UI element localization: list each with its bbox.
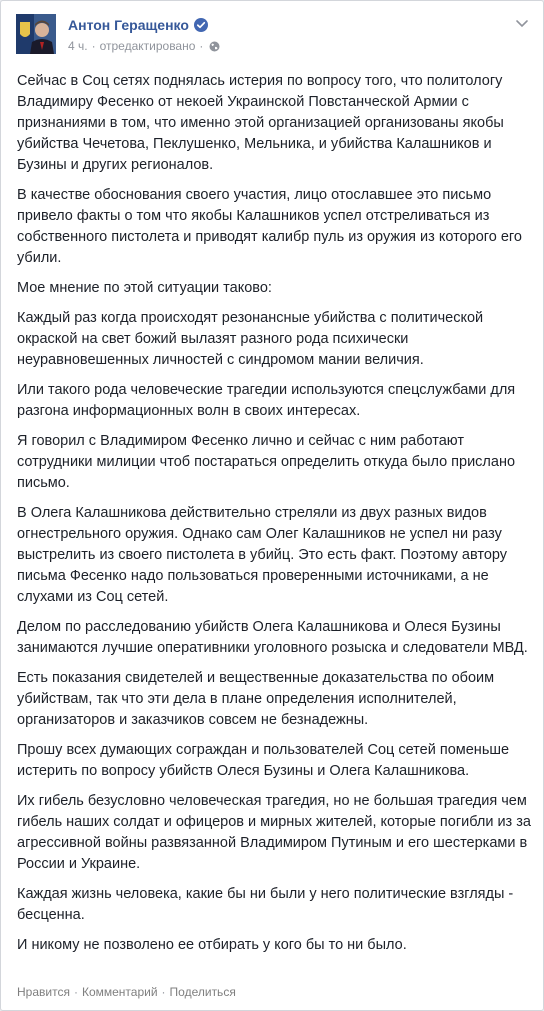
verified-badge-icon [194, 18, 208, 32]
avatar[interactable] [16, 14, 56, 54]
post-paragraph: В качестве обоснования своего участия, лицо отославшее это письмо привело факты о том что якобы Калашников успел отстреливаться из собственного пистолета и приводят калибр пуль из оружия из которого его убили. [17, 187, 522, 266]
post-paragraph: Каждый раз когда происходят резонансные убийства с политической окраской на свет божий вылазят разного рода психически неуравновешенных личностей с синдромом мании величия. [17, 310, 484, 368]
post-paragraph: Сейчас в Соц сетях поднялась истерия по вопросу того, что политологу Владимиру Фесенко от некоей Украинской Повстанческой Армии с признаниями в том, что именно этой организацией организованы якобы убийства Чечетова, Пеклушенко, Мельника, и убийства Калашников и Бузины и других регионалов. [17, 73, 504, 173]
author-name[interactable]: Антон Геращенко [68, 17, 189, 33]
like-button[interactable]: Нравится [17, 985, 70, 999]
action-separator: · [161, 985, 166, 999]
post-actions [17, 985, 236, 999]
post-paragraph: Есть показания свидетелей и вещественные доказательства по обоим убийствам, так что эти дела в плане определения исполнителей, организаторов и заказчиков совсем не безнадежны. [17, 670, 495, 728]
meta-separator: · [91, 39, 96, 53]
author-line [68, 15, 208, 35]
post-meta [68, 39, 220, 53]
post-header [1, 1, 543, 67]
share-button[interactable]: Поделиться [169, 985, 236, 999]
globe-icon[interactable] [209, 41, 220, 52]
post-paragraph: Их гибель безусловно человеческая трагедия, но не большая трагедия чем гибель наших солдат и офицеров и мирных жителей, которые погибли из за агрессивной войны развязанной Владимиром Путиным и его шестерками в России и Украине. [17, 793, 531, 872]
meta-separator: · [199, 39, 204, 53]
action-separator: · [73, 985, 78, 999]
post-paragraph: И никому не позволено ее отбирать у кого бы то ни было. [17, 937, 407, 953]
post-paragraph: Каждая жизнь человека, какие бы ни были у него политические взгляды - бесценна. [17, 886, 514, 923]
post-paragraph: Я говорил с Владимиром Фесенко лично и сейчас с ним работают сотрудники милиции чтоб постараться определить откуда было прислано письмо. [17, 433, 516, 491]
post-paragraph: В Олега Калашникова действительно стреляли из двух разных видов огнестрельного оружия. Однако сам Олег Калашников не успел ни разу выстрелить из своего пистолета в убийц. Это есть факт. Поэтому автору письма Фесенко надо пользоваться проверенными источниками, а не слухами из Соц сетей. [17, 505, 508, 605]
edited-label[interactable]: отредактировано [99, 39, 196, 53]
avatar-image [16, 14, 56, 54]
chevron-down-icon[interactable] [515, 15, 529, 25]
comment-button[interactable]: Комментарий [81, 985, 158, 999]
post-paragraph: Или такого рода человеческие трагедии используются спецслужбами для разгона информационных волн в своих интересах. [17, 382, 516, 419]
post-paragraph: Прошу всех думающих сограждан и пользователей Соц сетей поменьше истерить по вопросу убийств Олеся Бузины и Олега Калашникова. [17, 742, 510, 779]
post-time[interactable]: 4 ч. [68, 39, 88, 53]
post-paragraph: Мое мнение по этой ситуации таково: [17, 280, 272, 296]
post-paragraph: Делом по расследованию убийств Олега Калашникова и Олеся Бузины занимаются лучшие оперативники уголовного розыска и следователи МВД. [17, 619, 528, 656]
post-body [17, 71, 532, 965]
